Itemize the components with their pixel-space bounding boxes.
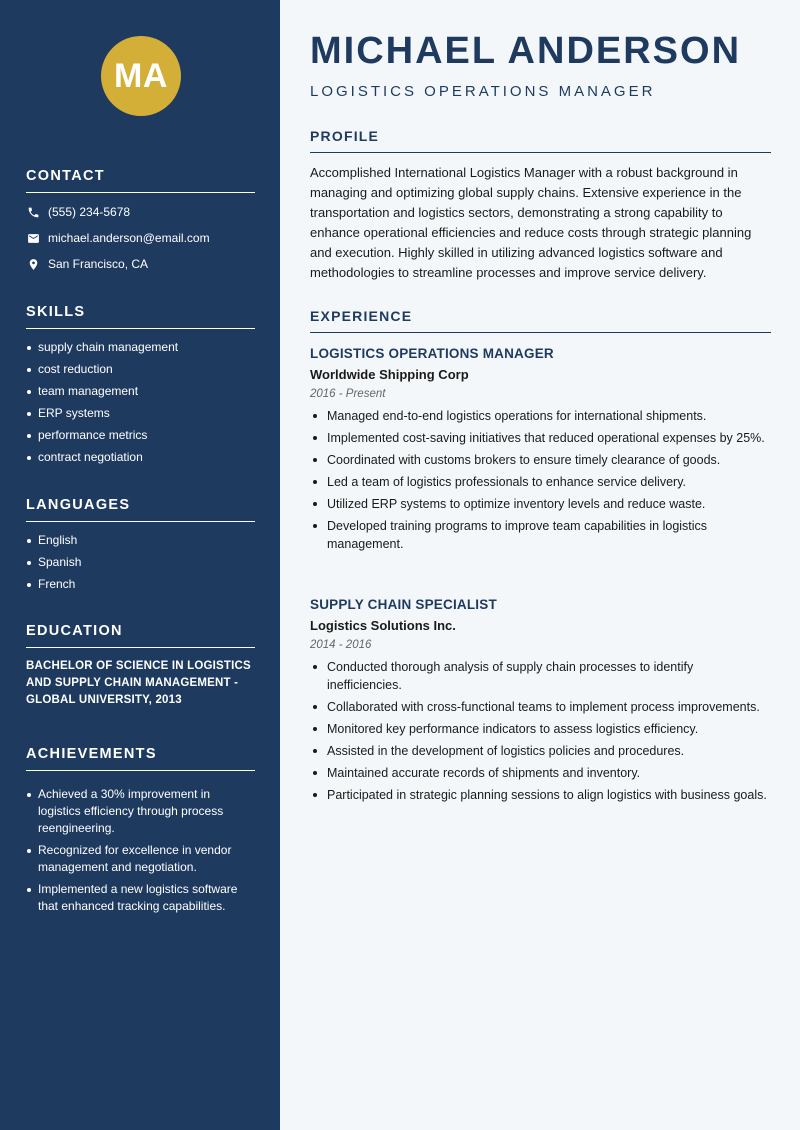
job-title: LOGISTICS OPERATIONS MANAGER	[310, 346, 554, 361]
list-item: Spanish	[26, 554, 255, 571]
list-item: English	[26, 532, 255, 549]
languages-section	[26, 497, 255, 598]
sidebar	[0, 0, 280, 1130]
list-item: contract negotiation	[26, 449, 255, 466]
list-item: cost reduction	[26, 361, 255, 378]
list-item: supply chain management	[26, 339, 255, 356]
skills-list	[26, 339, 255, 466]
list-item: ERP systems	[26, 405, 255, 422]
job-dates: 2016 - Present	[310, 388, 386, 400]
contact-heading: CONTACT	[26, 168, 255, 193]
email-icon	[26, 231, 40, 245]
list-item: Led a team of logistics professionals to enhance service delivery.	[310, 473, 771, 491]
list-item: Recognized for excellence in vendor management and negotiation.	[26, 842, 255, 876]
contact-location	[26, 251, 255, 277]
job-company: Worldwide Shipping Corp	[310, 367, 469, 382]
list-item: Collaborated with cross-functional teams to implement process improvements.	[310, 698, 771, 716]
list-item: performance metrics	[26, 427, 255, 444]
achievements-section	[26, 746, 255, 920]
skills-section	[26, 304, 255, 471]
contact-email	[26, 225, 255, 251]
avatar	[101, 36, 181, 116]
list-item: Participated in strategic planning sessions to align logistics with business goals.	[310, 786, 771, 804]
list-item: Monitored key performance indicators to assess logistics efficiency.	[310, 720, 771, 738]
candidate-title: LOGISTICS OPERATIONS MANAGER	[310, 83, 656, 100]
experience-section	[310, 308, 771, 333]
skills-heading: SKILLS	[26, 304, 255, 329]
education-section	[26, 623, 255, 709]
education-entry: BACHELOR OF SCIENCE IN LOGISTICS AND SUPPLY CHAIN MANAGEMENT - GLOBAL UNIVERSITY, 2013	[26, 660, 251, 706]
list-item: Maintained accurate records of shipments and inventory.	[310, 764, 771, 782]
achievements-heading: ACHIEVEMENTS	[26, 746, 255, 771]
languages-list	[26, 532, 255, 593]
list-item: team management	[26, 383, 255, 400]
list-item: Assisted in the development of logistics policies and procedures.	[310, 742, 771, 760]
achievements-list	[26, 786, 255, 915]
job-bullets	[310, 407, 771, 553]
location-pin-icon	[26, 257, 40, 271]
job-dates: 2014 - 2016	[310, 639, 372, 651]
phone-text: (555) 234-5678	[48, 205, 131, 219]
list-item: Utilized ERP systems to optimize inventory levels and reduce waste.	[310, 495, 771, 513]
profile-heading: PROFILE	[310, 128, 771, 153]
contact-section	[26, 168, 255, 277]
candidate-name: MICHAEL ANDERSON	[310, 30, 742, 72]
profile-section	[310, 128, 771, 283]
location-text: San Francisco, CA	[48, 257, 149, 271]
job-bullets	[310, 658, 771, 804]
experience-heading: EXPERIENCE	[310, 308, 771, 333]
list-item: Achieved a 30% improvement in logistics efficiency through process reengineering.	[26, 786, 255, 837]
list-item: French	[26, 576, 255, 593]
list-item: Managed end-to-end logistics operations for international shipments.	[310, 407, 771, 425]
languages-heading: LANGUAGES	[26, 497, 255, 522]
avatar-initials: MA	[114, 56, 168, 95]
main-content	[280, 0, 800, 1130]
job-title: SUPPLY CHAIN SPECIALIST	[310, 597, 497, 612]
email-text: michael.anderson@email.com	[48, 231, 210, 245]
list-item: Conducted thorough analysis of supply chain processes to identify inefficiencies.	[310, 658, 771, 694]
list-item: Coordinated with customs brokers to ensure timely clearance of goods.	[310, 451, 771, 469]
phone-icon	[26, 205, 40, 219]
list-item: Implemented a new logistics software that enhanced tracking capabilities.	[26, 881, 255, 915]
profile-text: Accomplished International Logistics Manager with a robust background in managing and optimizing global supply chains. Extensive experience in the transportation and logistics sectors, demonstrating a strong capability to enhance operational efficiencies and reduce costs through strategic planning and execution. Highly skilled in utilizing advanced logistics software and methodologies to streamline processes and improve service delivery.	[310, 165, 752, 280]
job-entry	[310, 346, 771, 557]
job-entry	[310, 597, 771, 808]
contact-phone	[26, 199, 255, 225]
education-heading: EDUCATION	[26, 623, 255, 648]
list-item: Implemented cost-saving initiatives that reduced operational expenses by 25%.	[310, 429, 771, 447]
job-company: Logistics Solutions Inc.	[310, 618, 456, 633]
list-item: Developed training programs to improve team capabilities in logistics management.	[310, 517, 771, 553]
